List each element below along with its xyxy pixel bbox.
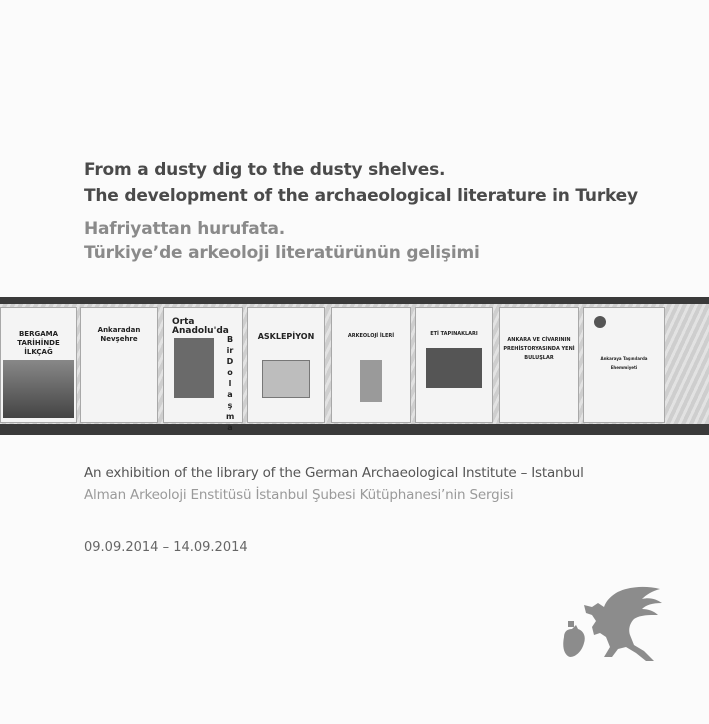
book-cover-photo xyxy=(174,338,214,398)
book-cover-1 xyxy=(0,307,77,423)
subtitle-block xyxy=(84,462,694,506)
griffin-icon xyxy=(556,585,666,665)
book-cover-title: Ankaraya Taşınılarda Ehemmiyeti xyxy=(600,356,648,370)
exhibition-dates: 09.09.2014 – 14.09.2014 xyxy=(84,540,248,555)
book-covers-band xyxy=(0,297,709,435)
subtitle-en: An exhibition of the library of the German Archaeological Institute – Istanbul xyxy=(84,465,584,481)
book-cover-title: ETİ TAPINAKLARI xyxy=(430,331,478,337)
book-cover-figure xyxy=(360,360,382,402)
book-cover-subtitle: Bir Dolaşma xyxy=(226,335,235,432)
book-cover-2 xyxy=(80,307,158,423)
book-cover-illustration xyxy=(262,360,310,398)
book-cover-title: Ankaradan Nevşehre xyxy=(97,326,141,343)
book-cover-5 xyxy=(331,307,411,423)
subtitle-tr: Alman Arkeoloji Enstitüsü İstanbul Şubesi Kütüphanesi’nin Sergisi xyxy=(84,487,514,503)
book-cover-8 xyxy=(583,307,665,423)
title-tr-line2: Türkiye’de arkeoloji literatürünün gelişimi xyxy=(84,243,480,263)
title-tr-line1: Hafriyattan hurufata. xyxy=(84,219,286,239)
book-cover-title: ARKEOLOJİ İLERİ xyxy=(347,333,395,339)
title-en-line2: The development of the archaeological literature in Turkey xyxy=(84,186,638,206)
seal-icon xyxy=(594,316,606,328)
book-cover-3 xyxy=(163,307,243,432)
book-cover-title: Orta Anadolu'da xyxy=(172,317,229,336)
book-cover-title: ASKLEPİYON xyxy=(257,332,315,341)
book-cover-title: ANKARA VE CİVARININ PREHİSTORYASINDA YENİ BULUŞLAR xyxy=(503,337,575,361)
book-cover-7 xyxy=(499,307,579,423)
title-en-line1: From a dusty dig to the dusty shelves. xyxy=(84,160,446,180)
title-block xyxy=(84,156,684,266)
book-cover-4 xyxy=(247,307,325,423)
book-cover-title: BERGAMA TARİHİNDE İLKÇAĞ xyxy=(17,330,60,356)
book-cover-photo xyxy=(426,348,482,388)
book-covers-strip xyxy=(0,304,709,432)
book-cover-photo xyxy=(3,360,74,418)
book-cover-6 xyxy=(415,307,493,423)
